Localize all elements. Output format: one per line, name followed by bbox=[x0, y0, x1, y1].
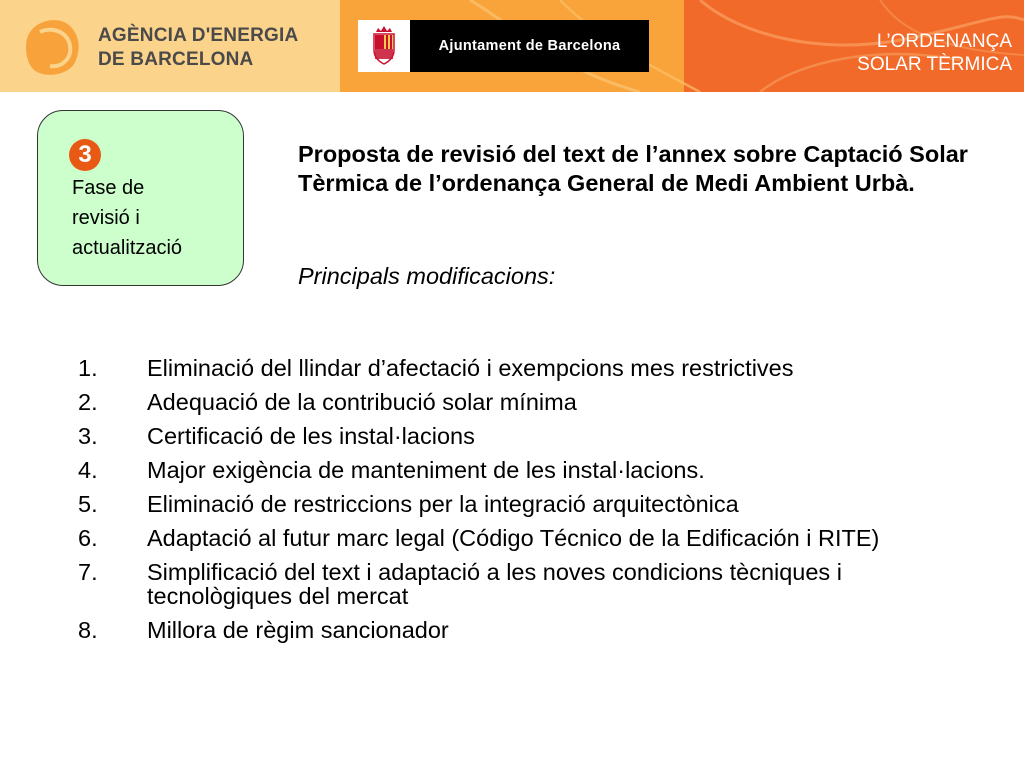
phase-number-badge: 3 bbox=[69, 139, 101, 171]
list-item-text: Adaptació al futur marc legal (Código Técnico de la Edificación i RITE) bbox=[147, 525, 880, 551]
list-item bbox=[78, 618, 978, 642]
list-item bbox=[78, 390, 978, 414]
list-item-number: 5. bbox=[78, 491, 98, 517]
list-item-number: 2. bbox=[78, 389, 98, 415]
agency-name-line2: DE BARCELONA bbox=[98, 49, 254, 70]
list-item-text: Adequació de la contribució solar mínima bbox=[147, 389, 577, 415]
list-item bbox=[78, 492, 978, 516]
list-item bbox=[78, 424, 978, 448]
header-title bbox=[857, 30, 1012, 76]
ajuntament-label: Ajuntament de Barcelona bbox=[410, 20, 649, 72]
list-item-number: 3. bbox=[78, 423, 98, 449]
header-banner bbox=[0, 0, 1024, 92]
page-subtitle: Principals modificacions: bbox=[298, 263, 556, 289]
phase-label bbox=[72, 173, 242, 263]
list-item-text: Certificació de les instal·lacions bbox=[147, 423, 475, 449]
modifications-list bbox=[78, 356, 978, 652]
agency-logo-icon bbox=[18, 12, 86, 80]
header-title-line2: SOLAR TÈRMICA bbox=[857, 54, 1012, 75]
agency-name bbox=[98, 24, 298, 72]
list-item-number: 7. bbox=[78, 559, 98, 585]
agency-name-line1: AGÈNCIA D'ENERGIA bbox=[98, 25, 299, 46]
list-item-text: Major exigència de manteniment de les instal·lacions. bbox=[147, 457, 705, 483]
list-item-number: 1. bbox=[78, 355, 98, 381]
list-item-number: 4. bbox=[78, 457, 98, 483]
ajuntament-seal-icon bbox=[358, 20, 410, 72]
list-item-number: 6. bbox=[78, 525, 98, 551]
page-title: Proposta de revisió del text de l’annex sobre Captació Solar Tèrmica de l’ordenança General de Medi Ambient Urbà. bbox=[298, 141, 968, 196]
header-title-line1: L’ORDENANÇA bbox=[876, 31, 1012, 52]
list-item bbox=[78, 356, 978, 380]
list-item-text: Eliminació del llindar d’afectació i exempcions mes restrictives bbox=[147, 355, 794, 381]
list-item bbox=[78, 560, 978, 608]
list-item-text: Simplificació del text i adaptació a les noves condicions tècniques i tecnològiques del mercat bbox=[147, 559, 842, 609]
list-item-text: Eliminació de restriccions per la integració arquitectònica bbox=[147, 491, 739, 517]
list-item-text: Millora de règim sancionador bbox=[147, 617, 449, 643]
list-item bbox=[78, 458, 978, 482]
list-item-number: 8. bbox=[78, 617, 98, 643]
list-item bbox=[78, 526, 978, 550]
phase-card bbox=[37, 110, 244, 286]
phase-label-line1: Fase de bbox=[72, 177, 145, 199]
phase-label-line3: actualització bbox=[72, 237, 183, 259]
phase-label-line2: revisió i bbox=[72, 207, 140, 229]
